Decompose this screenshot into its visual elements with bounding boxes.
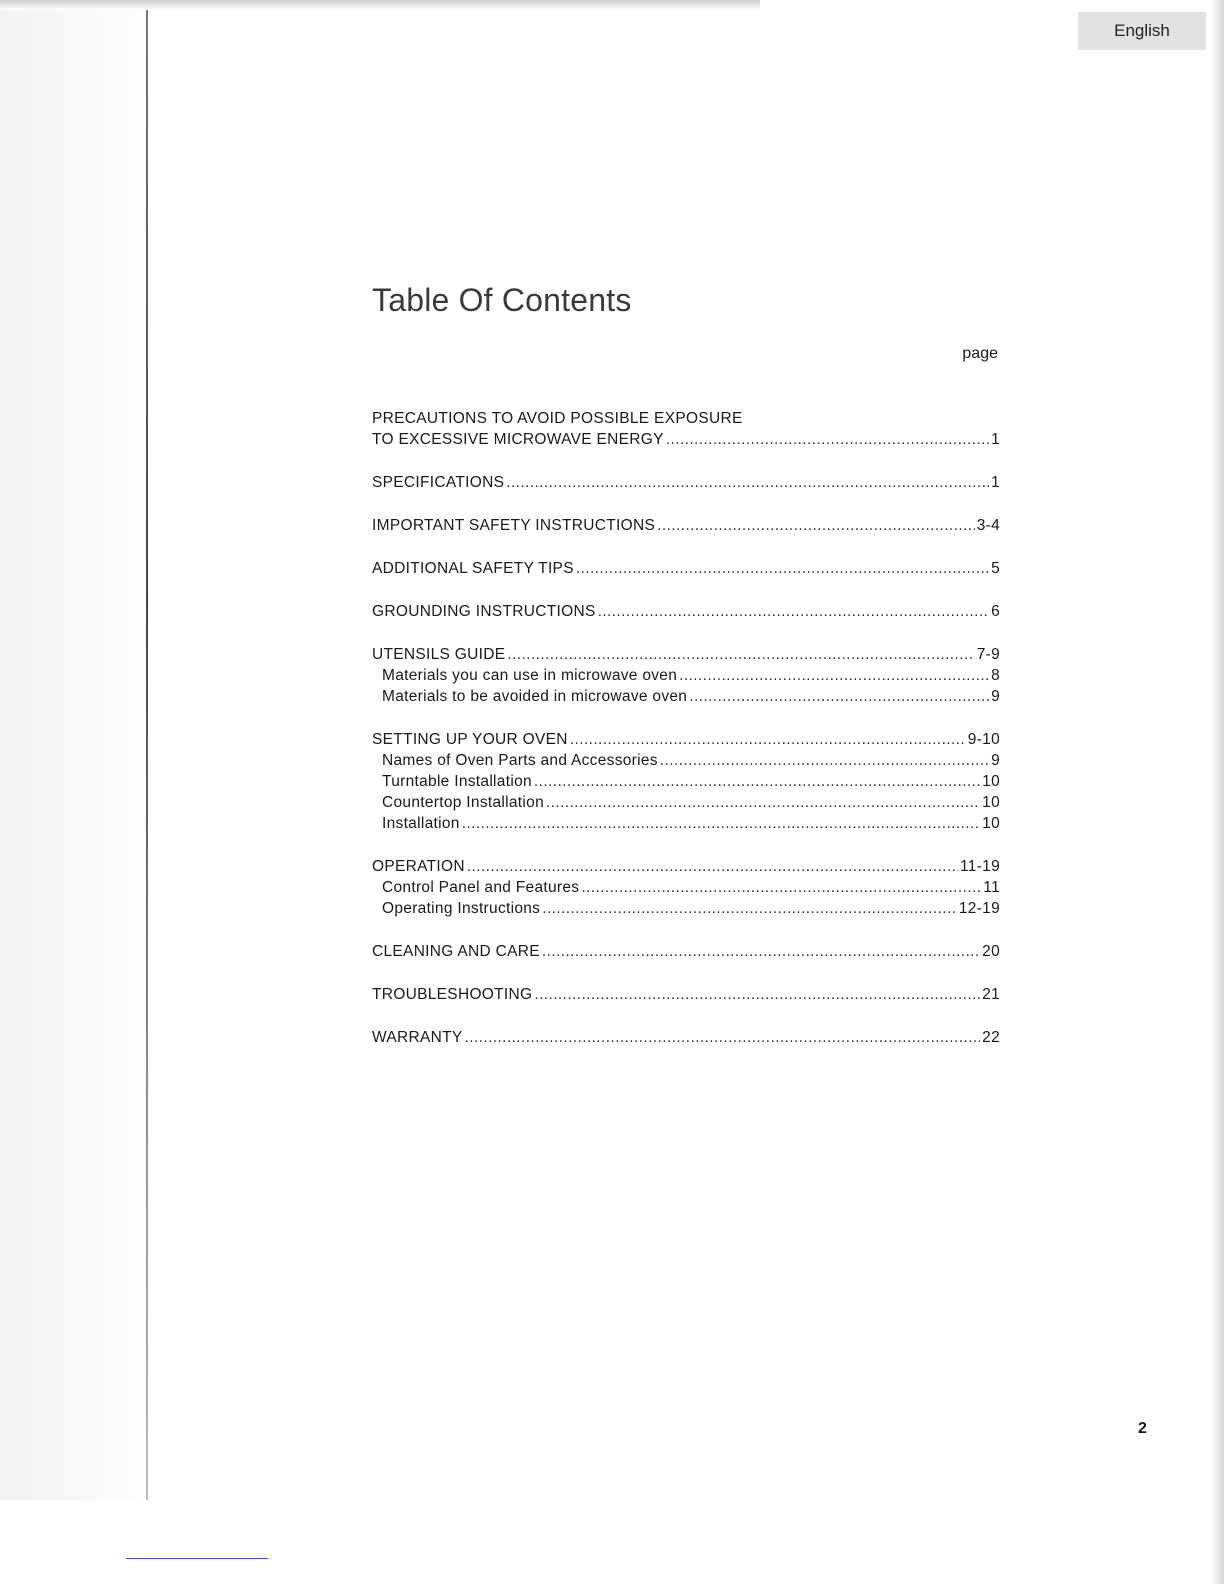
- page-number: 2: [1138, 1420, 1147, 1437]
- toc-entry-title: SETTING UP YOUR OVEN: [372, 731, 568, 748]
- toc-subentry-page: 11: [983, 879, 1000, 896]
- toc-entry-page: 1: [991, 431, 1000, 448]
- toc-entry-page: 5: [991, 560, 1000, 577]
- toc-subentry-title: Turntable Installation: [382, 773, 532, 790]
- toc-section: [372, 601, 1000, 622]
- toc-subentry[interactable]: [372, 877, 1000, 898]
- dot-leader: [657, 515, 975, 536]
- toc-entry[interactable]: [372, 472, 1000, 493]
- toc-entry[interactable]: [372, 644, 1000, 665]
- toc-entry-title: PRECAUTIONS TO AVOID POSSIBLE EXPOSURE: [372, 410, 743, 427]
- toc-entry[interactable]: [372, 515, 1000, 536]
- toc-entry-title: TROUBLESHOOTING: [372, 986, 533, 1003]
- toc-section: [372, 984, 1000, 1005]
- toc-subentry[interactable]: [372, 686, 1000, 707]
- toc-subentry[interactable]: [372, 898, 1000, 919]
- dot-leader: [666, 429, 989, 450]
- toc-entry-page: 6: [991, 603, 1000, 620]
- toc-subentry[interactable]: [372, 750, 1000, 771]
- scan-binding-edge: [146, 0, 148, 1500]
- toc-subentry-page: 10: [982, 794, 1000, 811]
- toc-subentry[interactable]: [372, 771, 1000, 792]
- toc-subentry-title: Countertop Installation: [382, 794, 544, 811]
- toc-subentry-page: 8: [991, 667, 1000, 684]
- scan-right-edge: [1210, 0, 1224, 1584]
- dot-leader: [467, 856, 958, 877]
- toc-subentry[interactable]: [372, 665, 1000, 686]
- toc-entry-page: 20: [982, 943, 1000, 960]
- toc-entry-page: 7-9: [976, 646, 1000, 663]
- toc-entry-page: 22: [982, 1029, 1000, 1046]
- page-title: Table Of Contents: [372, 282, 632, 318]
- toc-entry-title: OPERATION: [372, 858, 465, 875]
- toc-section: [372, 472, 1000, 493]
- toc-entry[interactable]: [372, 601, 1000, 622]
- toc-subentry-page: 9: [991, 752, 1000, 769]
- toc-section: [372, 408, 1000, 450]
- toc-entry-title: ADDITIONAL SAFETY TIPS: [372, 560, 574, 577]
- page-column-label: page: [962, 345, 998, 362]
- toc-section: [372, 558, 1000, 579]
- toc-entry-page: 1: [991, 474, 1000, 491]
- toc-entry-title: IMPORTANT SAFETY INSTRUCTIONS: [372, 517, 656, 534]
- dot-leader: [576, 558, 989, 579]
- toc-section: [372, 515, 1000, 536]
- toc-entry-title: GROUNDING INSTRUCTIONS: [372, 603, 596, 620]
- scan-top-edge: [0, 0, 760, 10]
- toc-subentry-page: 10: [982, 815, 1000, 832]
- dot-leader: [465, 1027, 981, 1048]
- dot-leader: [534, 771, 980, 792]
- toc-entry-title: TO EXCESSIVE MICROWAVE ENERGY: [372, 431, 664, 448]
- toc-entry[interactable]: [372, 856, 1000, 877]
- dot-leader: [581, 877, 981, 898]
- dot-leader: [679, 665, 989, 686]
- toc-subentry-page: 10: [982, 773, 1000, 790]
- toc-subentry[interactable]: [372, 792, 1000, 813]
- toc-section: [372, 729, 1000, 834]
- toc-entry[interactable]: [372, 429, 1000, 450]
- toc-entry[interactable]: [372, 729, 1000, 750]
- dot-leader: [462, 813, 980, 834]
- toc-entry-title: SPECIFICATIONS: [372, 474, 505, 491]
- toc-subentry-title: Materials to be avoided in microwave oven: [382, 688, 688, 705]
- toc-section: [372, 941, 1000, 962]
- scan-spine-shadow: [0, 0, 150, 1500]
- toc-entry[interactable]: [372, 558, 1000, 579]
- toc-entry[interactable]: [372, 1027, 1000, 1048]
- toc-entry[interactable]: [372, 941, 1000, 962]
- dot-leader: [546, 792, 980, 813]
- toc-entry-page: 3-4: [976, 517, 1000, 534]
- toc-entry-title: CLEANING AND CARE: [372, 943, 540, 960]
- language-tab: English: [1078, 12, 1206, 50]
- toc-entry[interactable]: [372, 984, 1000, 1005]
- table-of-contents: [372, 408, 1000, 1070]
- dot-leader: [506, 472, 989, 493]
- toc-subentry-title: Operating Instructions: [382, 900, 541, 917]
- toc-subentry-title: Names of Oven Parts and Accessories: [382, 752, 658, 769]
- toc-entry[interactable]: [372, 408, 1000, 429]
- toc-entry-title: UTENSILS GUIDE: [372, 646, 506, 663]
- toc-entry-page: 11-19: [960, 858, 1000, 875]
- toc-subentry-title: Materials you can use in microwave oven: [382, 667, 678, 684]
- dot-leader: [598, 601, 989, 622]
- toc-subentry-page: 12-19: [958, 900, 1000, 917]
- toc-entry-title: WARRANTY: [372, 1029, 463, 1046]
- toc-section: [372, 1027, 1000, 1048]
- toc-section: [372, 856, 1000, 919]
- dot-leader: [689, 686, 989, 707]
- dot-leader: [570, 729, 966, 750]
- toc-subentry-page: 9: [991, 688, 1000, 705]
- toc-entry-page: 9-10: [967, 731, 1000, 748]
- dot-leader: [534, 984, 980, 1005]
- toc-section: [372, 644, 1000, 707]
- dot-leader: [660, 750, 989, 771]
- toc-subentry-title: Installation: [382, 815, 460, 832]
- toc-subentry[interactable]: [372, 813, 1000, 834]
- toc-subentry-title: Control Panel and Features: [382, 879, 580, 896]
- dot-leader: [542, 941, 980, 962]
- dot-leader: [507, 644, 974, 665]
- toc-entry-page: 21: [982, 986, 1000, 1003]
- scan-underline-artifact: [126, 1558, 268, 1559]
- dot-leader: [542, 898, 957, 919]
